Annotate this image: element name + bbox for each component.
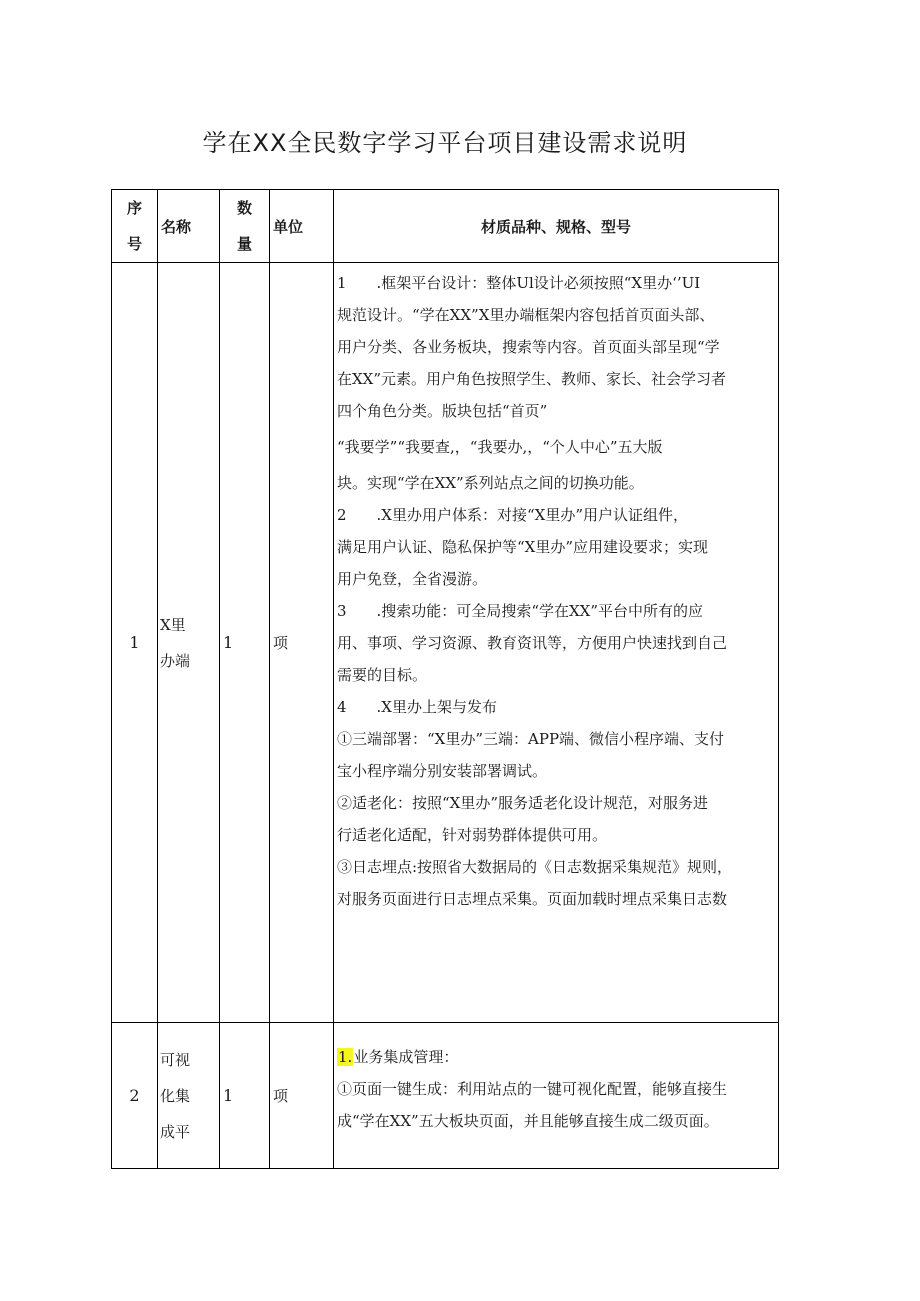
highlight-marker: 1. (338, 1048, 353, 1066)
row2-spec (334, 1023, 779, 1169)
row2-spec-text (337, 1041, 778, 1137)
row1-name-line2: 办端 (160, 651, 191, 670)
row2-name-line3: 成平 (160, 1122, 191, 1141)
table-row (112, 263, 779, 1023)
document-title: 学在XX全民数字学习平台项目建设需求说明 (202, 129, 688, 157)
header-spec: 材质品种、规格、型号 (334, 190, 779, 263)
row2-name (158, 1023, 220, 1169)
spec-heading: 业务集成管理： (353, 1048, 459, 1066)
row2-qty: 1 (220, 1023, 270, 1169)
row1-name (158, 263, 220, 1023)
row1-qty: 1 (220, 263, 270, 1023)
spec-line: 3 .搜索功能：可全局搜索“学在XX”平台中所有的应 (337, 602, 704, 620)
row2-unit: 项 (270, 1023, 334, 1169)
spec-line: ①三端部署：“X里办”三端：APP端、微信小程序端、支付 (337, 730, 725, 748)
table-header-row (112, 190, 779, 263)
spec-line: 用户分类、各业务板块，搜索等内容。首页面头部呈现“学 (337, 338, 720, 356)
spec-line: 四个角色分类。版块包括“首页” (337, 402, 548, 420)
spec-line: 用户免登，全省漫游。 (337, 570, 488, 588)
header-name: 名称 (158, 190, 220, 263)
row2-seq: 2 (112, 1023, 158, 1169)
row1-unit: 项 (270, 263, 334, 1023)
header-qty-line2: 量 (236, 235, 252, 253)
spec-line: ①页面一键生成：利用站点的一键可视化配置，能够直接生 (337, 1080, 728, 1098)
spec-line: ③日志埋点:按照省大数据局的《日志数据采集规范》规则， (337, 858, 733, 876)
spec-line: 4 .X里办上架与发布 (337, 698, 497, 716)
row2-name-line2: 化集 (160, 1086, 191, 1105)
header-qty-line1: 数 (236, 199, 252, 217)
header-seq-line2: 号 (126, 235, 142, 253)
header-unit: 单位 (270, 190, 334, 263)
spec-line: 满足用户认证、隐私保护等“X里办”应用建设要求；实现 (337, 538, 709, 556)
row1-spec-text (337, 267, 778, 915)
spec-line: 2 .X里办用户体系：对接“X里办”用户认证组件， (337, 506, 689, 524)
spec-line: 用、事项、学习资源、教育资讯等，方便用户快速找到自己 (337, 634, 728, 652)
requirements-table (111, 189, 779, 1169)
row1-seq: 1 (112, 263, 158, 1023)
spec-line: 成“学在XX”五大板块页面，并且能够直接生成二级页面。 (337, 1112, 719, 1130)
spec-line: 在XX”元素。用户角色按照学生、教师、家长、社会学习者 (337, 370, 727, 388)
spec-line: 1 .框架平台设计：整体Ul设计必须按照“X里办‘’UI (337, 274, 701, 292)
spec-line: 行适老化适配，针对弱势群体提供可用。 (337, 826, 608, 844)
spec-line: 对服务页面进行日志埋点采集。页面加载时埋点采集日志数 (337, 890, 728, 908)
spec-line: 需要的目标。 (337, 666, 428, 684)
row2-name-line1: 可视 (160, 1050, 191, 1069)
header-qty (220, 190, 270, 263)
spec-heading-line (337, 1041, 778, 1073)
table-row (112, 1023, 779, 1169)
header-seq-line1: 序 (126, 199, 142, 217)
spec-line: “我要学”“我要查,，“我要办,，“个人中心”五大版 (337, 438, 663, 456)
spec-line: ②适老化：按照“X里办”服务适老化设计规范，对服务进 (337, 794, 709, 812)
spec-line: 块。实现“学在XX”系列站点之间的切换功能。 (337, 474, 644, 492)
header-seq (112, 190, 158, 263)
row1-name-line1: X里 (160, 615, 186, 634)
row1-spec (334, 263, 779, 1023)
spec-line: 宝小程序端分别安装部署调试。 (337, 762, 548, 780)
spec-line: 规范设计。“学在XX”X里办端框架内容包括首页面头部、 (337, 306, 715, 324)
